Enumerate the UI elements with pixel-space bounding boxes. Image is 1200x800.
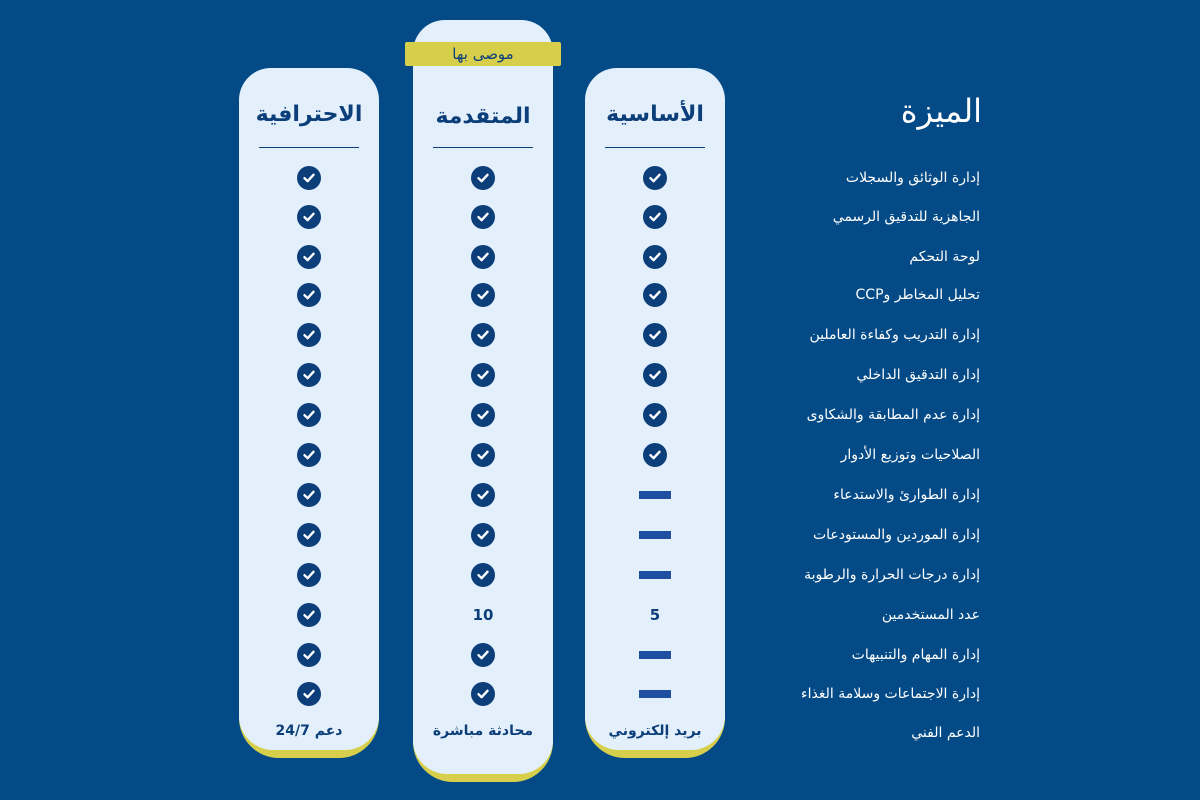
feature-label: إدارة الوثائق والسجلات bbox=[845, 170, 980, 186]
support-label: دعم 24/7 bbox=[275, 723, 343, 739]
check-icon-circle bbox=[297, 603, 321, 627]
check-icon bbox=[239, 682, 379, 706]
support-label: محادثة مباشرة bbox=[432, 723, 534, 739]
feature-label: إدارة الطوارئ والاستدعاء bbox=[833, 487, 980, 503]
check-icon-circle bbox=[643, 323, 667, 347]
check-icon-circle bbox=[643, 403, 667, 427]
plan-basic-divider bbox=[605, 147, 705, 148]
check-icon bbox=[413, 643, 553, 667]
check-icon bbox=[239, 563, 379, 587]
dash-bar bbox=[639, 690, 671, 698]
check-icon bbox=[585, 245, 725, 269]
check-icon-circle bbox=[471, 643, 495, 667]
check-icon bbox=[585, 443, 725, 467]
feature-label: إدارة عدم المطابقة والشكاوى bbox=[806, 407, 980, 423]
plan-advanced-name: المتقدمة bbox=[435, 104, 531, 129]
check-icon bbox=[585, 363, 725, 387]
feature-label: إدارة الموردين والمستودعات bbox=[812, 527, 980, 543]
check-icon bbox=[413, 483, 553, 507]
check-icon-circle bbox=[471, 443, 495, 467]
check-icon-circle bbox=[643, 283, 667, 307]
feature-label: إدارة المهام والتنبيهات bbox=[851, 647, 980, 663]
check-icon bbox=[239, 323, 379, 347]
plan-advanced-body bbox=[413, 20, 553, 774]
plan-basic-card bbox=[585, 68, 725, 758]
plan-basic-body bbox=[585, 68, 725, 750]
feature-label: الجاهزية للتدقيق الرسمي bbox=[832, 209, 980, 225]
feature-label: إدارة التدريب وكفاءة العاملين bbox=[809, 327, 980, 343]
check-icon-circle bbox=[297, 166, 321, 190]
check-icon bbox=[413, 323, 553, 347]
user-count-number: 10 bbox=[472, 606, 494, 624]
dash-icon bbox=[585, 523, 725, 547]
check-icon bbox=[239, 205, 379, 229]
feature-label: الدعم الفني bbox=[911, 725, 980, 741]
plan-pro-card bbox=[239, 68, 379, 758]
support-label: بريد إلكتروني bbox=[608, 723, 702, 739]
check-icon-circle bbox=[471, 483, 495, 507]
check-icon bbox=[239, 443, 379, 467]
check-icon bbox=[413, 283, 553, 307]
check-icon bbox=[239, 245, 379, 269]
check-icon bbox=[239, 166, 379, 190]
check-icon-circle bbox=[297, 283, 321, 307]
plan-basic-name: الأساسية bbox=[606, 102, 704, 127]
check-icon bbox=[413, 563, 553, 587]
dash-bar bbox=[639, 531, 671, 539]
feature-label: الصلاحيات وتوزيع الأدوار bbox=[840, 447, 980, 463]
check-icon-circle bbox=[471, 166, 495, 190]
feature-label: إدارة التدقيق الداخلي bbox=[856, 367, 980, 383]
dash-icon bbox=[585, 643, 725, 667]
check-icon bbox=[585, 166, 725, 190]
check-icon bbox=[239, 403, 379, 427]
check-icon-circle bbox=[471, 403, 495, 427]
check-icon bbox=[413, 403, 553, 427]
feature-label: تحليل المخاطر وCCP bbox=[855, 287, 980, 303]
recommended-badge: موصى بها bbox=[405, 42, 561, 66]
check-icon-circle bbox=[643, 245, 667, 269]
check-icon bbox=[413, 523, 553, 547]
check-icon-circle bbox=[297, 323, 321, 347]
check-icon-circle bbox=[297, 403, 321, 427]
check-icon-circle bbox=[471, 682, 495, 706]
check-icon-circle bbox=[643, 443, 667, 467]
dash-icon bbox=[585, 483, 725, 507]
check-icon bbox=[585, 283, 725, 307]
check-icon bbox=[413, 443, 553, 467]
dash-bar bbox=[639, 571, 671, 579]
check-icon bbox=[239, 523, 379, 547]
check-icon-circle bbox=[471, 245, 495, 269]
check-icon-circle bbox=[643, 363, 667, 387]
check-icon-circle bbox=[297, 443, 321, 467]
user-count-number: 5 bbox=[649, 606, 661, 624]
dash-bar bbox=[639, 651, 671, 659]
check-icon bbox=[413, 682, 553, 706]
check-icon bbox=[585, 403, 725, 427]
check-icon-circle bbox=[297, 563, 321, 587]
check-icon-circle bbox=[471, 323, 495, 347]
check-icon bbox=[413, 245, 553, 269]
check-icon-circle bbox=[297, 245, 321, 269]
check-icon bbox=[413, 205, 553, 229]
dash-icon bbox=[585, 563, 725, 587]
check-icon bbox=[239, 363, 379, 387]
feature-label: عدد المستخدمين bbox=[881, 607, 980, 623]
user-count-value bbox=[585, 603, 725, 627]
check-icon-circle bbox=[471, 205, 495, 229]
user-count-value bbox=[413, 603, 553, 627]
check-icon-circle bbox=[297, 363, 321, 387]
check-icon-circle bbox=[643, 166, 667, 190]
check-icon-circle bbox=[471, 283, 495, 307]
check-icon-circle bbox=[297, 523, 321, 547]
check-icon-circle bbox=[297, 205, 321, 229]
check-icon bbox=[585, 205, 725, 229]
check-icon-circle bbox=[297, 682, 321, 706]
plan-pro-body bbox=[239, 68, 379, 750]
feature-label: إدارة درجات الحرارة والرطوبة bbox=[804, 567, 980, 583]
check-icon bbox=[239, 603, 379, 627]
check-icon-circle bbox=[471, 563, 495, 587]
plan-pro-divider bbox=[259, 147, 359, 148]
check-icon bbox=[413, 166, 553, 190]
check-icon-circle bbox=[471, 363, 495, 387]
check-icon-circle bbox=[643, 205, 667, 229]
plan-advanced-card bbox=[413, 20, 553, 782]
check-icon-circle bbox=[297, 483, 321, 507]
check-icon bbox=[413, 363, 553, 387]
feature-label: لوحة التحكم bbox=[909, 249, 980, 265]
feature-label: إدارة الاجتماعات وسلامة الغذاء bbox=[801, 686, 980, 702]
check-icon bbox=[239, 283, 379, 307]
check-icon-circle bbox=[471, 523, 495, 547]
check-icon bbox=[239, 483, 379, 507]
check-icon bbox=[585, 323, 725, 347]
dash-icon bbox=[585, 682, 725, 706]
check-icon-circle bbox=[297, 643, 321, 667]
check-icon bbox=[239, 643, 379, 667]
plan-advanced-divider bbox=[433, 147, 533, 148]
dash-bar bbox=[639, 491, 671, 499]
plan-pro-name: الاحترافية bbox=[255, 102, 363, 127]
features-title: الميزة bbox=[900, 92, 982, 130]
